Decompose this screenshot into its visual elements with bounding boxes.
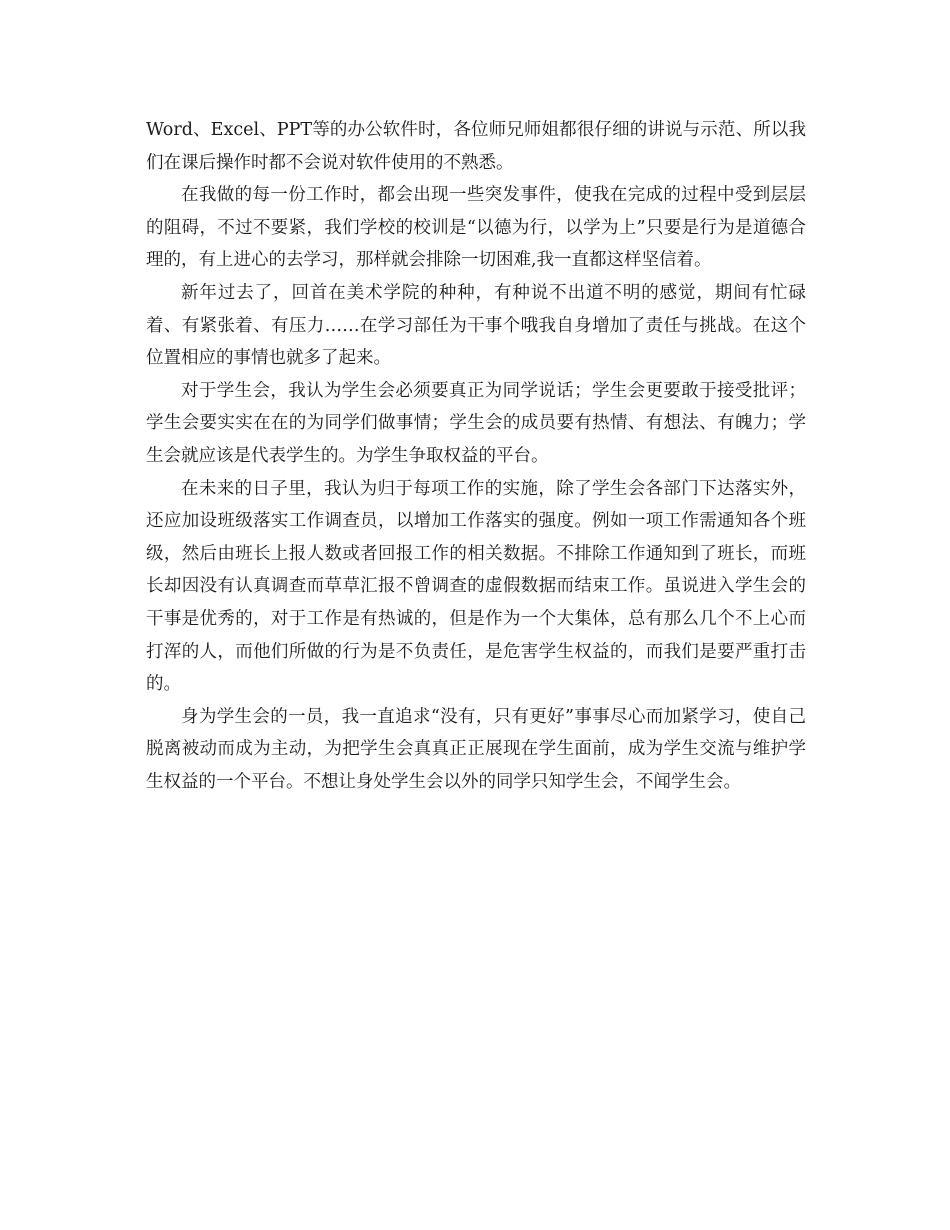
paragraph-2: 在我做的每一份工作时，都会出现一些突发事件，使我在完成的过程中受到层层的阻碍，不过不要紧，我们学校的校训是“以德为行，以学为上”只要是行为是道德合理的，有上进心的去学习，那样就会排除一切困难,我一直都这样坚信着。	[146, 185, 806, 271]
paragraph-3: 新年过去了，回首在美术学院的种种，有种说不出道不明的感觉，期间有忙碌着、有紧张着、有压力……在学习部任为干事个哦我自身增加了责任与挑战。在这个位置相应的事情也就多了起来。	[146, 282, 806, 369]
document-body	[146, 114, 806, 798]
paragraph-1: Word、Excel、PPT等的办公软件时，各位师兄师姐都很仔细的讲说与示范、所以我们在课后操作时都不会说对软件使用的不熟悉。	[146, 120, 806, 173]
paragraph-4: 对于学生会，我认为学生会必须要真正为同学说话；学生会更要敢于接受批评；学生会要实实在在的为同学们做事情；学生会的成员要有热情、有想法、有魄力；学生会就应该是代表学生的。为学生争取权益的平台。	[146, 380, 806, 466]
paragraph-6: 身为学生会的一员，我一直追求“没有，只有更好”事事尽心而加紧学习，使自己脱离被动而成为主动，为把学生会真真正正展现在学生面前，成为学生交流与维护学生权益的一个平台。不想让身处学生会以外的同学只知学生会，不闻学生会。	[146, 706, 806, 792]
paragraph-5: 在未来的日子里，我认为归于每项工作的实施，除了学生会各部门下达落实外，还应加设班级落实工作调查员，以增加工作落实的强度。例如一项工作需通知各个班级，然后由班长上报人数或者回报工作的相关数据。不排除工作通知到了班长，而班长却因没有认真调查而草草汇报不曾调查的虚假数据而结束工作。虽说进入学生会的干事是优秀的，对于工作是有热诚的，但是作为一个大集体，总有那么几个不上心而打浑的人，而他们所做的行为是不负责任，是危害学生权益的，而我们是要严重打击的。	[146, 478, 806, 695]
